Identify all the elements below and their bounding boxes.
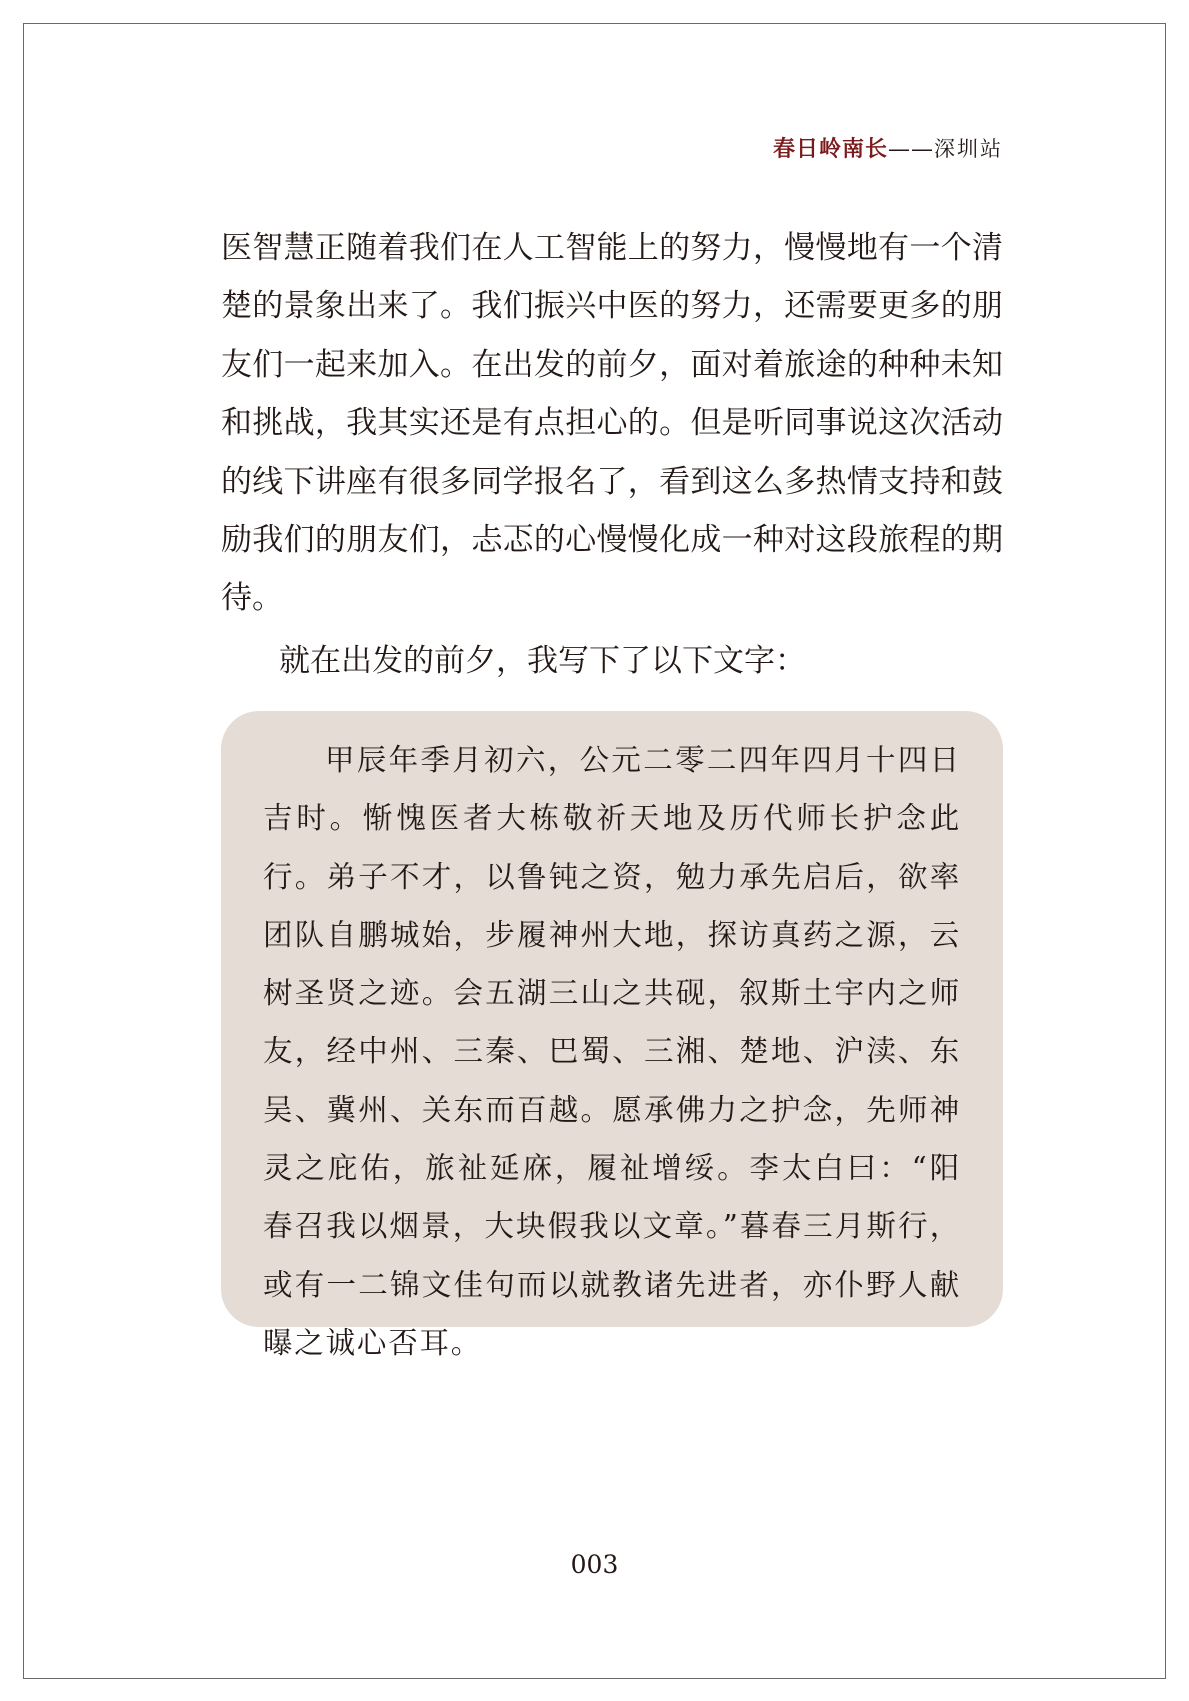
page-number: 003 — [570, 1550, 619, 1579]
running-header — [773, 132, 1003, 163]
header-dash: —— — [888, 137, 934, 162]
body-paragraph: 医智慧正随着我们在人工智能上的努力，慢慢地有一个清楚的景象出来了。我们振兴中医的努力，还需要更多的朋友们一起来加入。在出发的前夕，面对着旅途的种种未知和挑战，我其实还是有点担心的。但是听同事说这次活动的线下讲座有很多同学报名了，看到这么多热情支持和鼓励我们的朋友们，忐忑的心慢慢化成一种对这段旅程的期待。 — [221, 230, 1003, 617]
quote-lead-in: 就在出发的前夕，我写下了以下文字： — [279, 643, 806, 679]
book-title: 春日岭南长 — [772, 136, 888, 162]
quote-text: 甲辰年季月初六，公元二零二四年四月十四日吉时。惭愧医者大栋敬祈天地及历代师长护念此行。弟子不才，以鲁钝之资，勉力承先启后，欲率团队自鹏城始，步履神州大地，探访真药之源，云树圣贤之迹。会五湖三山之共砚，叙斯土宇内之师友，经中州、三秦、巴蜀、三湘、楚地、沪渎、东吴、冀州、关东而百越。愿承佛力之护念，先师神灵之庇佑，旅祉延庥，履祉增绥。李太白曰：“阳春召我以烟景，大块假我以文章。”暮春三月斯行，或有一二锦文佳句而以就教诸先进者，亦仆野人献曝之诚心否耳。 — [263, 743, 961, 1360]
station-name: 深圳站 — [934, 137, 1003, 161]
body-text — [221, 219, 1003, 628]
quote-box — [221, 711, 1003, 1360]
